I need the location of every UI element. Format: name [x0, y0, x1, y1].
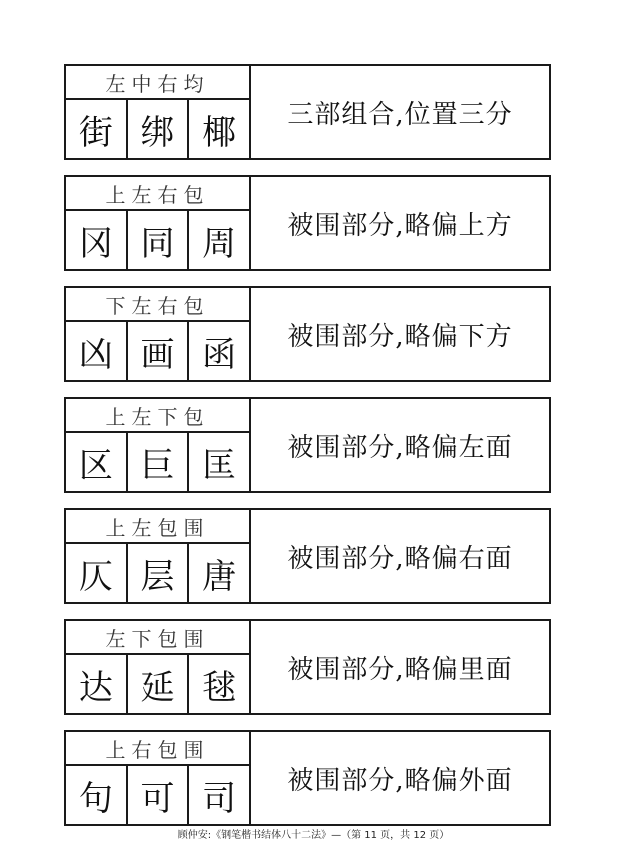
rule-left-cell: [66, 288, 251, 380]
example-char: 街: [78, 112, 113, 153]
example-char: 函: [187, 322, 249, 380]
example-chars: [66, 322, 249, 380]
rule-description: 被围部分,略偏里面: [287, 654, 513, 685]
page-footer: 顾仲安:《钢笔楷书结体八十二法》—（第 11 页，共 12 页）: [177, 830, 450, 841]
rule-left-cell: [66, 510, 251, 602]
example-char: 句: [78, 778, 113, 819]
rule-description: 被围部分,略偏左面: [287, 432, 513, 463]
rule-title: 下左右包: [66, 288, 249, 322]
rule-row: [64, 619, 551, 715]
example-char: 仄: [78, 556, 113, 597]
example-char: 同: [126, 211, 188, 269]
rule-row: [64, 508, 551, 604]
example-chars: [66, 100, 249, 158]
rule-row: [64, 64, 551, 160]
example-char: 司: [187, 766, 249, 824]
rule-title: 上左右包: [66, 177, 249, 211]
rule-description: 三部组合,位置三分: [287, 99, 513, 130]
example-chars: [66, 655, 249, 713]
rule-description: 被围部分,略偏下方: [287, 321, 513, 352]
rule-left-cell: [66, 177, 251, 269]
rule-left-cell: [66, 399, 251, 491]
rule-left-cell: [66, 621, 251, 713]
example-char: 巨: [126, 433, 188, 491]
rule-title: 上左包围: [66, 510, 249, 544]
example-char: 达: [78, 667, 113, 708]
example-char: 可: [126, 766, 188, 824]
example-chars: [66, 211, 249, 269]
example-char: 匡: [187, 433, 249, 491]
example-char: 周: [187, 211, 249, 269]
rule-title: 上左下包: [66, 399, 249, 433]
example-chars: [66, 433, 249, 491]
example-char: 区: [78, 445, 113, 486]
example-char: 绑: [126, 100, 188, 158]
example-char: 毬: [187, 655, 249, 713]
rule-title: 上右包围: [66, 732, 249, 766]
example-chars: [66, 544, 249, 602]
example-char: 冈: [78, 223, 113, 264]
rule-row: [64, 175, 551, 271]
example-chars: [66, 766, 249, 824]
rule-title: 左中右均: [66, 66, 249, 100]
rule-left-cell: [66, 66, 251, 158]
rule-description: 被围部分,略偏外面: [287, 765, 513, 796]
rule-row: [64, 730, 551, 826]
rule-row: [64, 286, 551, 382]
example-char: 画: [126, 322, 188, 380]
example-char: 唐: [187, 544, 249, 602]
rule-description: 被围部分,略偏上方: [287, 210, 513, 241]
rule-left-cell: [66, 732, 251, 824]
rule-row: [64, 397, 551, 493]
rules-table: [64, 64, 551, 826]
example-char: 凶: [78, 334, 113, 375]
rule-title: 左下包围: [66, 621, 249, 655]
example-char: 层: [126, 544, 188, 602]
example-char: 延: [126, 655, 188, 713]
rule-description: 被围部分,略偏右面: [287, 543, 513, 574]
example-char: 椰: [187, 100, 249, 158]
